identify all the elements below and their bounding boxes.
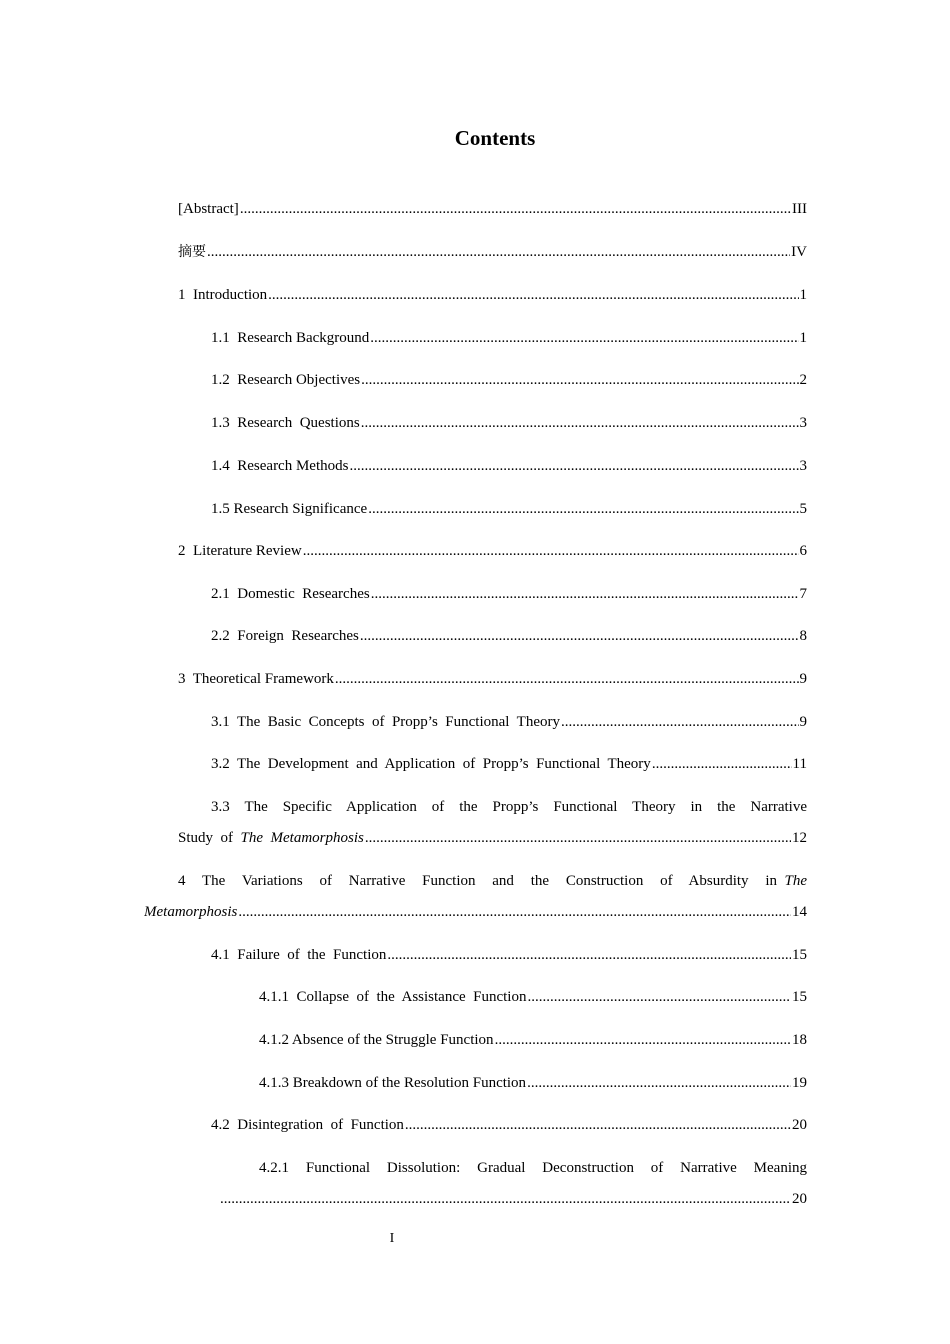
toc-entry-chapter-3[interactable] xyxy=(178,669,807,689)
toc-entry-3-3-line2[interactable] xyxy=(178,828,807,848)
toc-entry-abstract[interactable] xyxy=(178,199,807,219)
toc-leader-dots xyxy=(207,242,790,262)
toc-entry-page: 18 xyxy=(792,1032,807,1048)
toc-entry-label: 3 Theoretical Framework xyxy=(178,671,334,687)
toc-leader-dots xyxy=(268,285,798,305)
toc-leader-dots xyxy=(360,626,799,646)
toc-entry-page: 12 xyxy=(792,830,807,846)
toc-entry-label: 1.3 Research Questions xyxy=(211,415,360,431)
toc-entry-3-2[interactable] xyxy=(211,754,807,774)
toc-entry-label: 2 Literature Review xyxy=(178,543,302,559)
toc-entry-book-title: The Metamorphosis xyxy=(240,830,364,846)
toc-entry-1-5[interactable] xyxy=(211,499,807,519)
toc-entry-label: 4.2.1 Functional Dissolution: Gradual Deconstruction of Narrative Meaning xyxy=(259,1160,807,1176)
page-number-footer: I xyxy=(389,1231,395,1246)
toc-entry-page: 3 xyxy=(799,415,807,431)
toc-entry-page: 6 xyxy=(799,543,807,559)
toc-entry-4-1-3[interactable] xyxy=(259,1073,807,1093)
toc-entry-label: 3.1 The Basic Concepts of Propp’s Functional Theory xyxy=(211,714,560,730)
toc-leader-dots xyxy=(368,499,798,519)
toc-entry-page: 8 xyxy=(799,628,807,644)
toc-entry-chapter-2[interactable] xyxy=(178,541,807,561)
toc-entry-page: 3 xyxy=(799,458,807,474)
toc-entry-page: 9 xyxy=(799,714,807,730)
toc-entry-4-2[interactable] xyxy=(211,1115,807,1135)
toc-entry-page: III xyxy=(792,201,807,217)
toc-leader-dots xyxy=(371,584,799,604)
toc-leader-dots xyxy=(370,328,798,348)
toc-leader-dots xyxy=(349,456,798,476)
toc-entry-label: 3.2 The Development and Application of Propp’s Functional Theory xyxy=(211,756,651,772)
toc-entry-page: 20 xyxy=(792,1191,807,1207)
toc-entry-label: 1.4 Research Methods xyxy=(211,458,349,474)
toc-leader-dots xyxy=(303,541,799,561)
toc-entry-page: 19 xyxy=(792,1075,807,1091)
toc-entry-3-1[interactable] xyxy=(211,712,807,732)
toc-leader-dots xyxy=(527,987,791,1007)
toc-entry-chapter-1[interactable] xyxy=(178,285,807,305)
toc-entry-label: 1.5 Research Significance xyxy=(211,501,368,517)
toc-entry-1-1[interactable] xyxy=(211,328,807,348)
toc-entry-4-1[interactable] xyxy=(211,945,807,965)
toc-entry-3-3-line1[interactable] xyxy=(211,797,807,817)
toc-entry-1-2[interactable] xyxy=(211,370,807,390)
toc-entry-page: 5 xyxy=(799,501,807,517)
toc-entry-page: IV xyxy=(791,244,807,260)
toc-leader-dots xyxy=(365,828,791,848)
toc-entry-4-1-2[interactable] xyxy=(259,1030,807,1050)
toc-entry-2-1[interactable] xyxy=(211,584,807,604)
toc-entry-4-2-1-line1[interactable] xyxy=(259,1158,807,1178)
toc-entry-label: 摘要 xyxy=(178,244,206,260)
toc-entry-book-title-part: Metamorphosis xyxy=(144,904,238,920)
toc-entry-1-4[interactable] xyxy=(211,456,807,476)
toc-entry-page: 15 xyxy=(792,947,807,963)
toc-entry-4-1-1[interactable] xyxy=(259,987,807,1007)
toc-entry-label: 1.1 Research Background xyxy=(211,330,370,346)
toc-entry-page: 14 xyxy=(792,904,807,920)
toc-entry-page: 1 xyxy=(799,287,807,303)
toc-entry-label: 4.1.1 Collapse of the Assistance Function xyxy=(259,989,527,1005)
toc-entry-4-2-1-line2[interactable] xyxy=(220,1189,807,1209)
toc-entry-page: 2 xyxy=(799,372,807,388)
page-title: Contents xyxy=(454,126,536,150)
toc-entry-chinese-abstract[interactable] xyxy=(178,242,807,262)
toc-leader-dots xyxy=(495,1030,791,1050)
toc-entry-label: 2.1 Domestic Researches xyxy=(211,586,370,602)
toc-leader-dots xyxy=(527,1073,791,1093)
toc-entry-label: 4.1.3 Breakdown of the Resolution Function xyxy=(259,1075,527,1091)
toc-entry-label: 2.2 Foreign Researches xyxy=(211,628,359,644)
toc-entry-label: 4 The Variations of Narrative Function and the Construction of Absurdity in xyxy=(178,873,785,889)
toc-entry-page: 7 xyxy=(799,586,807,602)
toc-entry-chapter-4-line2[interactable] xyxy=(144,902,807,922)
toc-leader-dots xyxy=(652,754,792,774)
toc-leader-dots xyxy=(238,902,791,922)
toc-leader-dots xyxy=(240,199,791,219)
toc-leader-dots xyxy=(361,370,798,390)
toc-entry-2-2[interactable] xyxy=(211,626,807,646)
toc-leader-dots xyxy=(220,1189,791,1209)
toc-entry-label: 4.2 Disintegration of Function xyxy=(211,1117,404,1133)
toc-entry-label: 3.3 The Specific Application of the Propp’s Functional Theory in the Narrative xyxy=(211,799,807,815)
toc-leader-dots xyxy=(387,945,791,965)
toc-entry-label-part: Study of xyxy=(178,830,241,846)
toc-entry-label: 1 Introduction xyxy=(178,287,268,303)
toc-entry-chapter-4-line1[interactable] xyxy=(178,871,807,891)
toc-leader-dots xyxy=(335,669,799,689)
toc-entry-page: 11 xyxy=(792,756,807,772)
toc-entry-book-title-part: The xyxy=(784,873,807,889)
toc-entry-label: 1.2 Research Objectives xyxy=(211,372,361,388)
toc-entry-page: 1 xyxy=(799,330,807,346)
toc-leader-dots xyxy=(405,1115,791,1135)
toc-entry-page: 20 xyxy=(792,1117,807,1133)
toc-entry-label: 4.1 Failure of the Function xyxy=(211,947,387,963)
toc-entry-1-3[interactable] xyxy=(211,413,807,433)
toc-leader-dots xyxy=(361,413,799,433)
toc-entry-page: 9 xyxy=(799,671,807,687)
toc-entry-page: 15 xyxy=(792,989,807,1005)
toc-entry-label: 4.1.2 Absence of the Struggle Function xyxy=(259,1032,494,1048)
toc-leader-dots xyxy=(561,712,799,732)
toc-entry-label: [Abstract] xyxy=(178,201,239,217)
